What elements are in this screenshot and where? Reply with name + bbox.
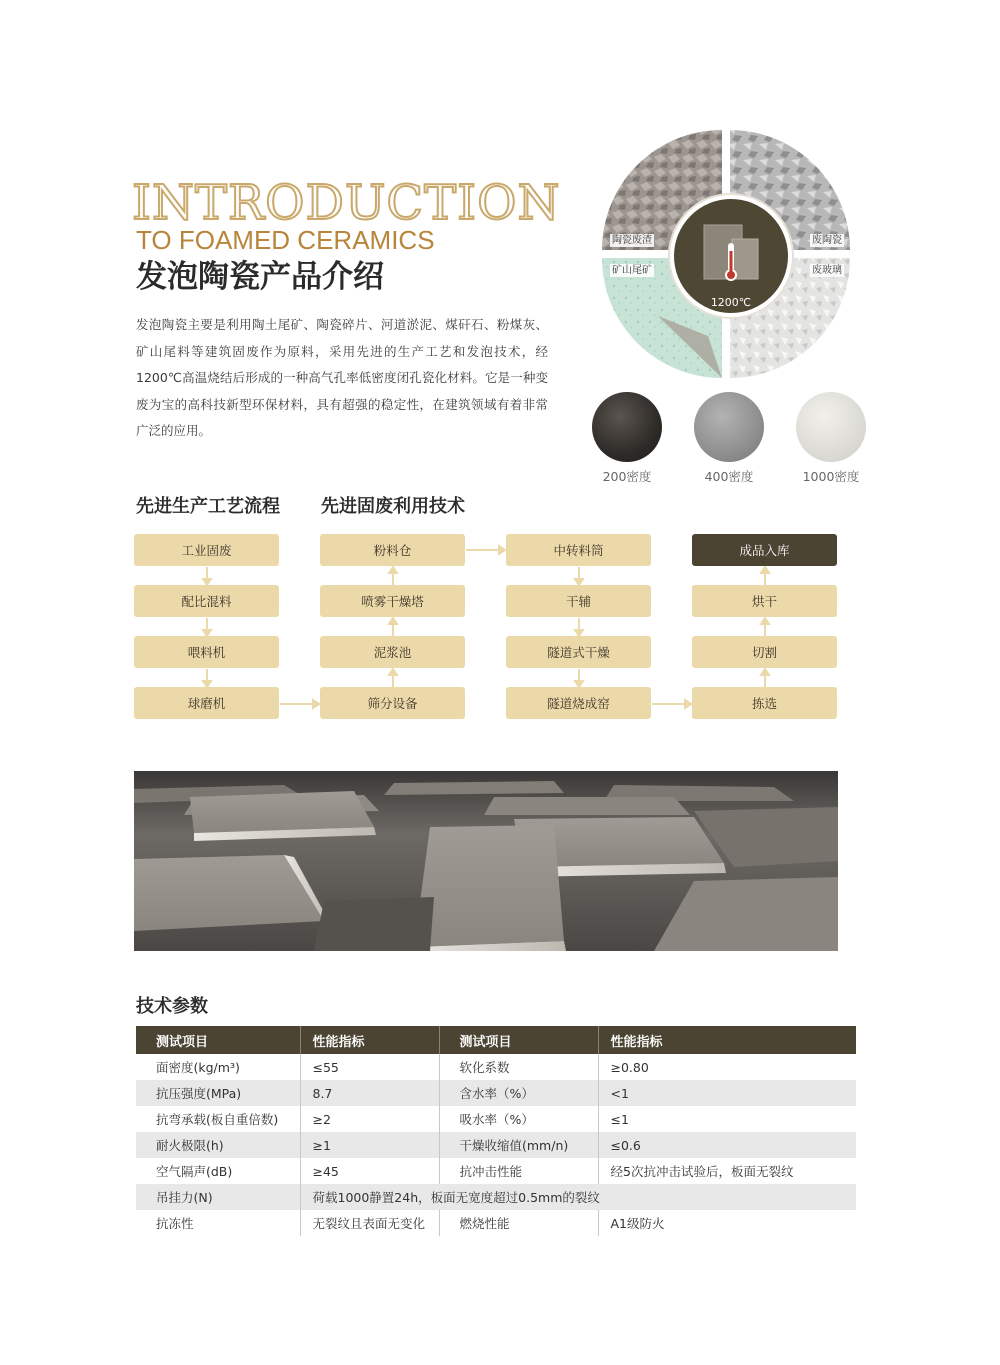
table-cell: ≥2	[300, 1106, 439, 1132]
table-row	[136, 1080, 856, 1106]
sample-label: 400密度	[704, 469, 754, 484]
flow-step-industrial-waste: 工业固废	[134, 534, 279, 566]
table-cell: 抗冻性	[156, 1216, 194, 1231]
flow-step-warehouse: 成品入库	[692, 534, 837, 566]
temperature-label: 1200℃	[710, 296, 752, 309]
params-heading: 技术参数	[136, 996, 208, 1017]
label-waste-porcelain: 废陶瓷	[812, 235, 842, 246]
table-cell: <1	[598, 1080, 856, 1106]
table-cell: ≤1	[598, 1106, 856, 1132]
flow-step-tunnel-dryer: 隧道式干燥	[506, 636, 651, 668]
table-cell: ≥45	[300, 1158, 439, 1184]
intro-title-cn: 发泡陶瓷产品介绍	[136, 259, 384, 295]
table-cell: 无裂纹且表面无变化	[300, 1210, 439, 1236]
table-cell: 燃烧性能	[439, 1210, 598, 1236]
flow-step-ball-mill: 球磨机	[134, 687, 279, 719]
table-cell: ≥1	[300, 1132, 439, 1158]
header-performance: 性能指标	[598, 1026, 856, 1054]
foamed-ceramic-blocks-image	[134, 771, 838, 951]
intro-paragraph: 发泡陶瓷主要是利用陶土尾矿、陶瓷碎片、河道淤泥、煤矸石、粉煤灰、矿山尾料等建筑固废作为原料，采用先进的生产工艺和发泡技术，经1200℃高温烧结后形成的一种高气孔率低密度闭孔瓷化材料。它是一种变废为宝的高科技新型环保材料，具有超强的稳定性，在建筑领域有着非常广泛的应用。	[136, 317, 548, 438]
table-cell: 耐火极限(h)	[136, 1132, 300, 1158]
flow-step-transfer-bin: 中转料筒	[506, 534, 651, 566]
table-cell: ≤55	[300, 1054, 439, 1080]
table-cell: 空气隔声(dB)	[156, 1164, 233, 1179]
table-cell: ≥0.80	[598, 1054, 856, 1080]
flow-step-drying: 烘干	[692, 585, 837, 617]
table-cell: 抗压强度(MPa)	[136, 1080, 300, 1106]
intro-subtitle-en: TO FOAMED CERAMICS	[136, 225, 435, 255]
label-waste-glass: 废玻璃	[812, 265, 842, 276]
table-cell: 抗冲击性能	[439, 1158, 598, 1184]
flow-step-cutting: 切割	[692, 636, 837, 668]
table-cell: 吊挂力(N)	[136, 1184, 300, 1210]
intro-title-en: INTRODUCTION	[132, 175, 561, 231]
table-cell: 吸水率（%）	[439, 1106, 598, 1132]
label-mine-tailings: 矿山尾矿	[612, 265, 652, 276]
flow-step-slurry-tank: 泥浆池	[320, 636, 465, 668]
table-row	[136, 1132, 856, 1158]
header-test-item: 测试项目	[136, 1026, 300, 1054]
flow-step-dry-laying: 干辅	[506, 585, 651, 617]
table-row	[136, 1210, 856, 1236]
table-cell: 软化系数	[439, 1054, 598, 1080]
table-cell: 抗弯承载(板自重倍数)	[156, 1112, 279, 1127]
table-row	[136, 1106, 856, 1132]
table-row	[136, 1184, 856, 1210]
flow-step-sorting: 拣选	[692, 687, 837, 719]
flow-step-feeder: 喂料机	[134, 636, 279, 668]
header-test-item: 测试项目	[439, 1026, 598, 1054]
table-cell: 干燥收缩值(mm/n)	[439, 1132, 598, 1158]
table-cell: ≤0.6	[598, 1132, 856, 1158]
flow-step-tunnel-kiln: 隧道烧成窑	[506, 687, 651, 719]
flow-step-screening: 筛分设备	[320, 687, 465, 719]
solid-waste-heading: 先进固废利用技术	[321, 496, 465, 517]
sample-label: 1000密度	[802, 469, 860, 484]
table-row	[136, 1158, 856, 1184]
params-table	[136, 1026, 856, 1236]
table-cell: A1级防火	[598, 1210, 856, 1236]
table-cell: 含水率（%）	[439, 1080, 598, 1106]
table-cell: 面密度(kg/m³)	[156, 1060, 240, 1075]
table-row	[136, 1054, 856, 1080]
flow-step-powder-silo: 粉料仓	[320, 534, 465, 566]
process-heading: 先进生产工艺流程	[136, 496, 280, 517]
table-cell-merged: 荷载1000静置24h，板面无宽度超过0.5mm的裂纹	[300, 1184, 856, 1210]
flow-step-mixing: 配比混料	[134, 585, 279, 617]
sample-label: 200密度	[602, 469, 652, 484]
header-performance: 性能指标	[300, 1026, 439, 1054]
flow-step-spray-dryer: 喷雾干燥塔	[320, 585, 465, 617]
params-header-row	[136, 1026, 856, 1054]
table-cell: 经5次抗冲击试验后，板面无裂纹	[598, 1158, 856, 1184]
label-ceramic-waste: 陶瓷废渣	[612, 235, 652, 246]
table-cell: 8.7	[300, 1080, 439, 1106]
